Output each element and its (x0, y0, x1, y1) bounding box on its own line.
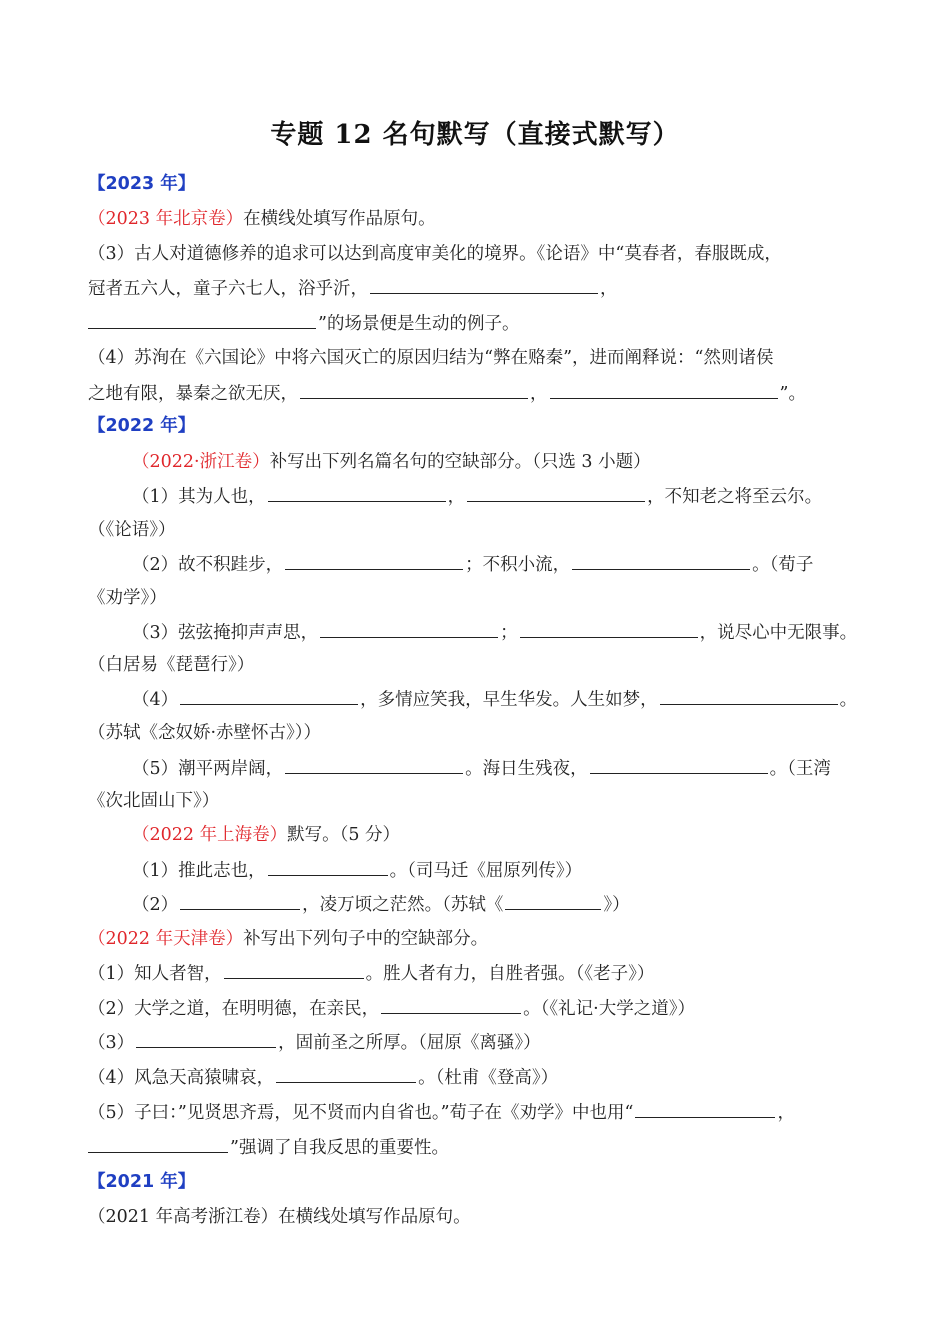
source-label: （2023 年北京卷） (88, 209, 244, 229)
answer-blank[interactable] (136, 1030, 276, 1048)
text-segment: 冠者五六人，童子六七人，浴乎沂， (88, 279, 368, 299)
text-segment: （4） (132, 690, 179, 710)
answer-blank[interactable] (320, 620, 498, 638)
instruction-text: 默写。（5 分） (287, 825, 401, 845)
answer-blank[interactable] (370, 276, 598, 294)
question-text (132, 552, 813, 577)
question-text (132, 687, 857, 712)
text-segment: ，说尽心中无限事。 (699, 623, 858, 643)
text-segment: （2）大学之道，在明明德，在亲民， (88, 999, 380, 1019)
question-text (132, 484, 822, 509)
text-segment: 。 (839, 690, 858, 710)
question-intro-2021: （2021 年高考浙江卷）在横线处填写作品原句。 (88, 1207, 471, 1227)
text-segment: （5）子曰：”见贤思齐焉，见不贤而内自省也。”荀子在《劝学》中也用“ (88, 1103, 634, 1123)
text-segment: 。（《礼记·大学之道》） (523, 999, 695, 1019)
answer-blank[interactable] (88, 311, 316, 329)
question-text: （3）古人对道德修养的追求可以达到高度审美化的境界。《论语》中“莫春者，春服既成， (88, 244, 782, 264)
answer-blank[interactable] (268, 858, 388, 876)
answer-blank[interactable] (88, 1135, 228, 1153)
text-segment: 。（荀子 (752, 555, 814, 575)
instruction-text: 补写出下列句子中的空缺部分。 (243, 929, 489, 949)
text-segment: ；不积小流， (465, 555, 571, 575)
text-segment: ， (600, 279, 618, 299)
text-segment: ，固前圣之所厚。（屈原《离骚》） (278, 1033, 541, 1053)
text-segment: （1）知人者智， (88, 964, 222, 984)
answer-blank[interactable] (276, 1065, 416, 1083)
section-header-2023: 【2023 年】 (88, 174, 196, 194)
section-header-2022: 【2022 年】 (88, 416, 196, 436)
text-segment: ，凌万顷之茫然。（苏轼《 (302, 895, 504, 915)
text-segment: 。（杜甫《登高》） (418, 1068, 559, 1088)
answer-blank[interactable] (467, 484, 645, 502)
source-label: （2022 年上海卷） (132, 825, 288, 845)
answer-blank[interactable] (590, 756, 768, 774)
question-source: （白居易《琵琶行》） (88, 655, 255, 675)
text-segment: 之地有限，暴秦之欲无厌， (88, 384, 298, 404)
answer-blank[interactable] (285, 552, 463, 570)
question-intro-tianjin (88, 927, 488, 951)
answer-blank[interactable] (520, 620, 698, 638)
question-text (88, 1030, 541, 1055)
text-segment: （1）推此志也， (132, 861, 266, 881)
answer-blank[interactable] (300, 381, 528, 399)
answer-blank[interactable] (381, 996, 521, 1014)
question-text (88, 1135, 449, 1160)
section-header-2021: 【2021 年】 (88, 1172, 196, 1192)
question-text (132, 892, 630, 917)
text-segment: （2）故不积跬步， (132, 555, 284, 575)
answer-blank[interactable] (660, 687, 838, 705)
source-label: （2022 年天津卷） (88, 929, 244, 949)
text-segment: （5）潮平两岸阔， (132, 759, 284, 779)
question-intro-shanghai (132, 823, 400, 847)
text-segment: ”。 (779, 384, 806, 404)
question-text (132, 858, 582, 883)
text-segment: ，多情应笑我，早生华发。人生如梦， (360, 690, 658, 710)
instruction-text: 补写出下列名篇名句的空缺部分。（只选 3 小题） (269, 452, 651, 472)
question-text: （4）苏洵在《六国论》中将六国灭亡的原因归结为“弊在赂秦”，进而阐释说：“然则诸侯 (88, 348, 774, 368)
text-segment: （3） (88, 1033, 135, 1053)
question-text (132, 756, 831, 781)
question-source: 《次北固山下》） (88, 791, 220, 811)
source-label: （2022·浙江卷） (132, 452, 270, 472)
answer-blank[interactable] (572, 552, 750, 570)
question-source: （《论语》） (88, 520, 176, 540)
answer-blank[interactable] (224, 961, 364, 979)
text-segment: （1）其为人也， (132, 487, 266, 507)
question-intro-zhejiang (132, 450, 651, 474)
answer-blank[interactable] (180, 687, 358, 705)
text-segment: ，不知老之将至云尔。 (647, 487, 823, 507)
question-text (88, 276, 618, 301)
page-title: 专题 12 名句默写（直接式默写） (270, 120, 680, 150)
text-segment: 。海日生残夜， (465, 759, 588, 779)
question-text (88, 961, 654, 986)
text-segment: ， (530, 384, 548, 404)
answer-blank[interactable] (550, 381, 778, 399)
question-text (88, 1065, 558, 1090)
question-source: 《劝学》） (88, 588, 167, 608)
answer-blank[interactable] (268, 484, 446, 502)
text-segment: ”的场景便是生动的例子。 (318, 314, 520, 334)
question-text (88, 1100, 795, 1125)
instruction-text: 在横线处填写作品原句。 (243, 209, 436, 229)
text-segment: （4）风急天高猿啸哀， (88, 1068, 275, 1088)
answer-blank[interactable] (505, 892, 601, 910)
text-segment: （3）弦弦掩抑声声思， (132, 623, 319, 643)
text-segment: ， (777, 1103, 795, 1123)
text-segment: 》） (603, 895, 630, 915)
text-segment: （2） (132, 895, 179, 915)
answer-blank[interactable] (180, 892, 300, 910)
question-source: （苏轼《念奴娇·赤壁怀古》）） (88, 723, 322, 743)
text-segment: 。（王湾 (769, 759, 831, 779)
text-segment: 。（司马迁《屈原列传》） (389, 861, 583, 881)
text-segment: ， (447, 487, 466, 507)
question-text (88, 381, 806, 406)
question-text (132, 620, 857, 645)
answer-blank[interactable] (635, 1100, 775, 1118)
question-intro-2023 (88, 207, 436, 231)
text-segment: ； (500, 623, 518, 643)
text-segment: ”强调了自我反思的重要性。 (230, 1138, 449, 1158)
answer-blank[interactable] (285, 756, 463, 774)
question-text (88, 996, 695, 1021)
text-segment: 。胜人者有力，自胜者强。（《老子》） (365, 964, 655, 984)
question-text (88, 311, 519, 336)
